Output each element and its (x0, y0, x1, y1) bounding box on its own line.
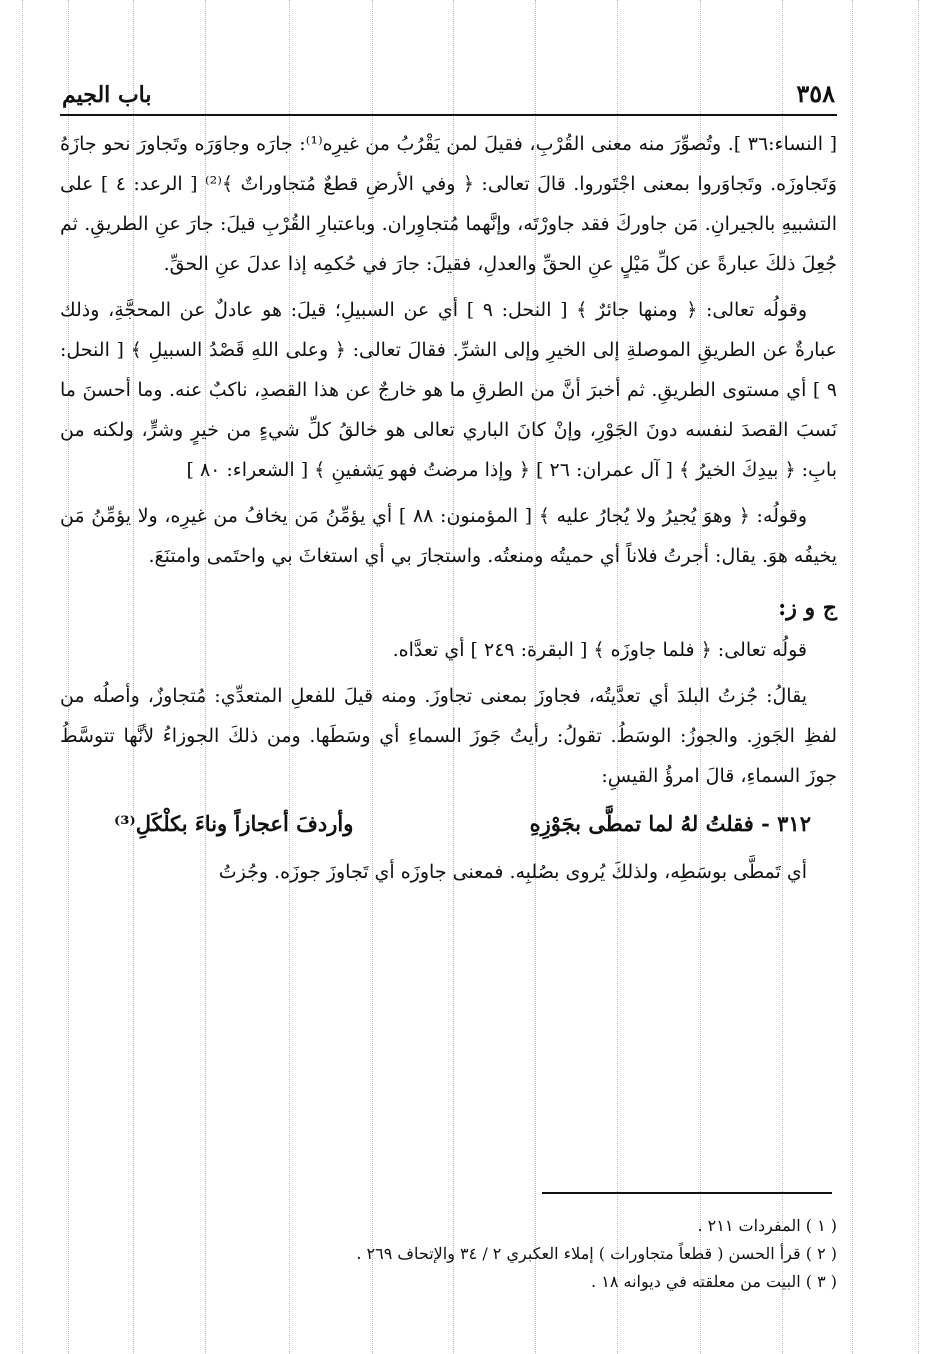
paragraph-jaawazah: قولُه تعالى: ﴿ فلما جاوزَه ﴾ [ البقرة: ٢٤٩ ] أي تعدَّاه. (392, 639, 807, 661)
paragraph-juztu: يقالُ: جُزتُ البلدَ أي تعدَّيتُه، فجاوزَ بمعنى تجاوزَ. ومنه قيلَ للفعلِ المتعدِّي: مُتجاوزٌ، وأصلُه من لفظِ الجَوزِ. والجوزُ: الوسَطُ. تقولُ: رأيتُ جَوزَ السماءِ أي وسَطَها. ومن ذلكَ الجوزاءُ لأنَّها تتوسَّطُ جوزَ السماءِ، قالَ امرؤُ القيسِ: (60, 685, 837, 787)
paragraph-jawr-meaning: [ النساء:٣٦ ]. وتُصوِّرَ منه معنى القُرْبِ، فقيلَ لمن يَقْرُبُ من غيرِه⁽¹⁾: جارَه وجاوَرَه وتَجاورَ نحو جازَهُ وَتَجاوزَه. وتَجاوَروا بمعنى اجْتَوروا. قالَ تعالى: ﴿ وفي الأرضِ قطعٌ مُتجاوراتٌ ﴾⁽²⁾ [ الرعد: ٤ ] على التشبيهِ بالجيرانِ. مَن جاوركَ فقد جاورْتَه، وإنَّهما مُتجاوِران. وباعتبارِ القُرْبِ قيلَ: جارَ عنِ الطريقِ. ثم جُعِلَ ذلكَ عبارةً عن كلِّ مَيْلٍ عنِ الحقِّ والعدلِ، فقيلَ: جارَ في حُكمِه إذا عدلَ عنِ الحقِّ. (60, 133, 837, 275)
poetry-verse (60, 802, 837, 846)
paragraph-tamatta: أي تَمطَّى بوسَطِه، ولذلكَ يُروى بصُلبِه. فمعنى جاوزَه أي تَجاوزَ جوزَه. وجُزتُ (218, 861, 807, 883)
footnote-1: ( ١ ) المفردات ٢١١ . (697, 1216, 837, 1235)
book-page (60, 70, 837, 898)
footnotes (100, 1212, 837, 1296)
dotted-guide-line (852, 0, 853, 1354)
paragraph-yujir: وقولُه: ﴿ وهوَ يُجيرُ ولا يُجارُ عليه ﴾ [ المؤمنون: ٨٨ ] أي يؤمِّنُ مَن يخافُ من غيرِه، ولا يؤمِّنُ مَن يخيفُه هوَ. يقال: أجرتُ فلاناً أي حميتُه ومنعتُه. واستجارَ بي أي استغاثَ بي واحتَمى وامتنَعَ. (60, 505, 837, 567)
verse-second-hemistich: وأردفَ أعجازاً وناءَ بكلْكَلِ⁽³⁾ (114, 811, 354, 836)
dotted-guide-line (22, 0, 23, 1354)
footnote-rule (542, 1192, 832, 1194)
footnote-3: ( ٣ ) البيت من معلقته في ديوانه ١٨ . (591, 1272, 837, 1291)
header-rule (60, 114, 837, 116)
running-header (60, 70, 837, 114)
entry-heading-jwz: ج و ز: (778, 595, 837, 621)
dotted-guide-line (918, 0, 919, 1354)
verse-first-hemistich: ٣١٢ - فقلتُ لهُ لما تمطَّى بجَوْزِهِ (529, 811, 811, 836)
paragraph-jaair: وقولُه تعالى: ﴿ ومنها جائرٌ ﴾ [ النحل: ٩ ] أي عن السبيلِ؛ قيلَ: هو عادلٌ عن المحجَّةِ، وذلك عبارةٌ عن الطريقِ الموصلةِ إلى الخيرِ وإلى الشرِّ. فقالَ تعالى: ﴿ وعلى اللهِ قَصْدُ السبيلِ ﴾ [ النحل: ٩ ] أي مستوى الطريقِ. ثم أخبرَ أنَّ من الطرقِ ما هو خارجٌ عن هذا القصدِ، ناكبٌ عنه. وما أحسنَ ما نَسبَ القصدَ لنفسه دونَ الجَوْرِ، وإنْ كانَ الباري تعالى هو خالقُ كلِّ شيءٍ من خيرٍ وشرٍّ، ولكنه من بابِ: ﴿ بيدِكَ الخيرُ ﴾ [ آل عمران: ٢٦ ] ﴿ وإذا مرضتُ فهو يَشفينِ ﴾ [ الشعراء: ٨٠ ] (60, 299, 837, 481)
page-number: ٣٥٨ (796, 79, 835, 108)
chapter-title: باب الجيم (62, 82, 152, 108)
footnote-2: ( ٢ ) قرأ الحسن ( قطعاً متجاورات ) إملاء العكبري ٢ / ٣٤ والإتحاف ٢٦٩ . (356, 1244, 837, 1263)
